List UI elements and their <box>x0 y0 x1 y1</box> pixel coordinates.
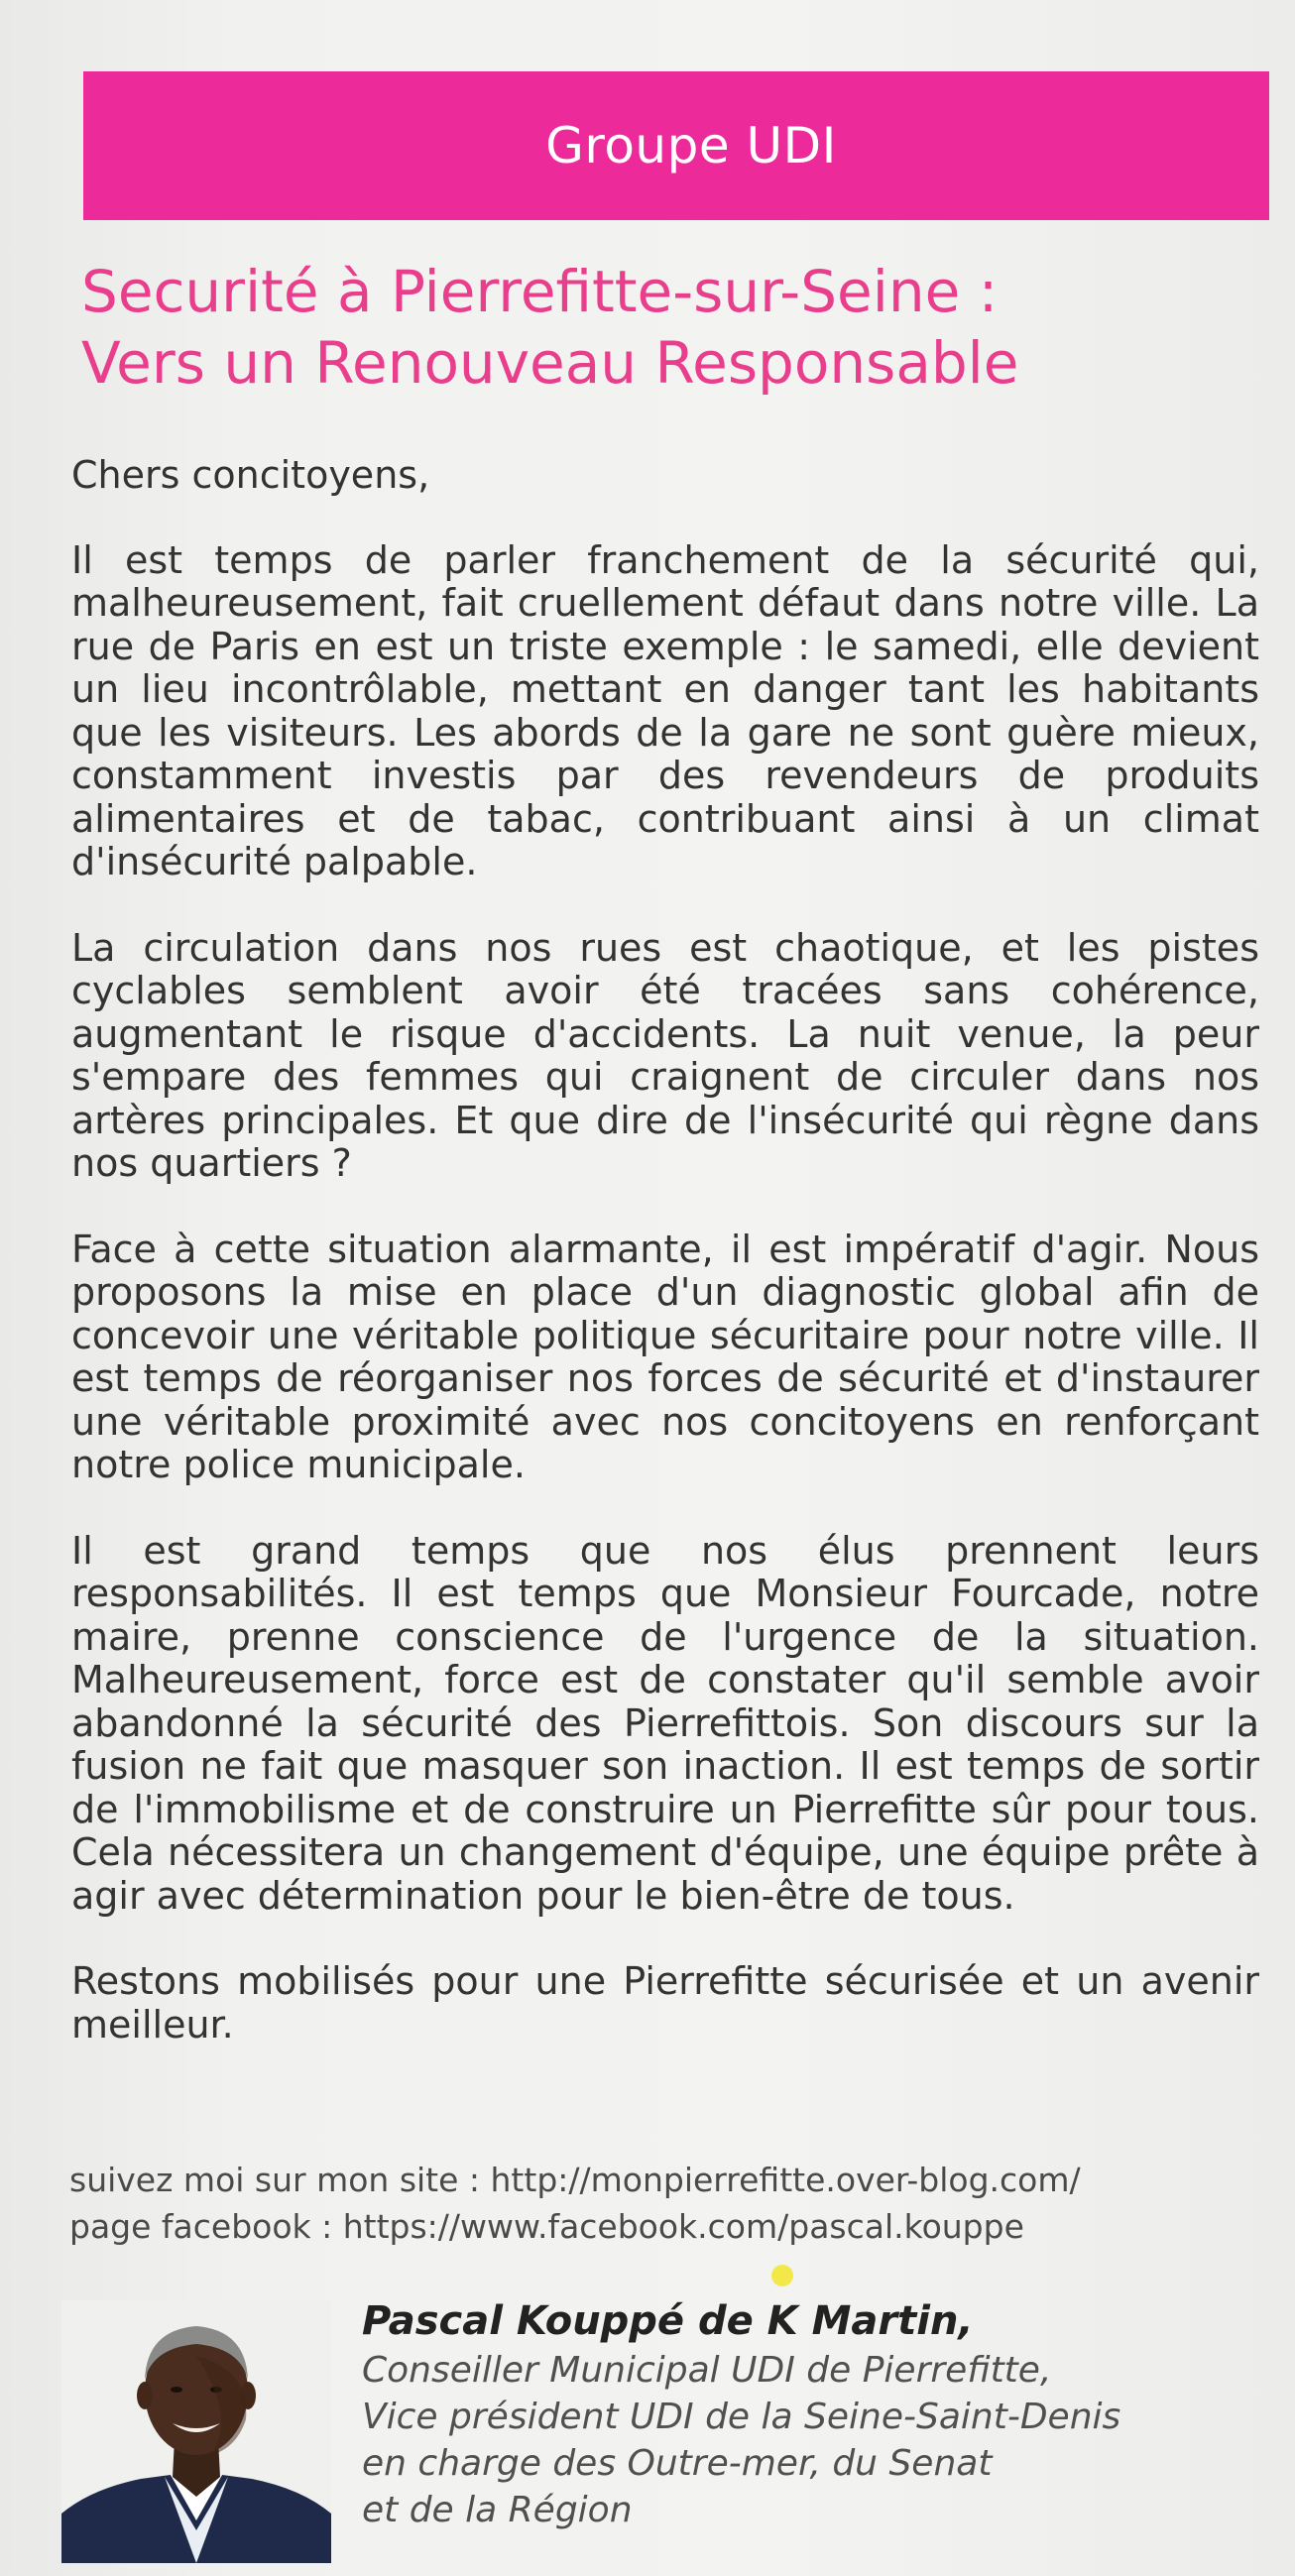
signature-role-line-1: Conseiller Municipal UDI de Pierrefitte, <box>362 2350 1052 2391</box>
article-body <box>71 454 1259 2089</box>
signature-name: Pascal Kouppé de K Martin, <box>362 2298 974 2344</box>
group-header-banner <box>83 71 1269 220</box>
article-title <box>81 256 1241 399</box>
contact-links <box>69 2157 1259 2250</box>
signature-block <box>362 2295 1264 2533</box>
signature-role-line-4: et de la Région <box>362 2490 633 2530</box>
paragraph-1: Il est temps de parler franchement de la sécurité qui, malheureusement, fait cruellement défaut dans notre ville. La rue de Paris en est un triste exemple : le samedi, elle devient un lieu incontrôlable, mettant en danger tant les habitants que les visiteurs. Les abords de la gare ne sont guère mieux, constamment investis par des revendeurs de produits alimentaires et de tabac, contribuant ainsi à un climat d'insécurité palpable. <box>71 537 1259 883</box>
salutation: Chers concitoyens, <box>71 453 430 497</box>
paragraph-2: La circulation dans nos rues est chaotique, et les pistes cyclables semblent avoir été tracées sans cohérence, augmentant le risque d'accidents. La nuit venue, la peur s'empare des femmes qui craignent de circuler dans nos artères principales. Et que dire de l'insécurité qui règne dans nos quartiers ? <box>71 925 1259 1185</box>
signature-role-line-3: en charge des Outre-mer, du Senat <box>362 2443 993 2484</box>
group-label: Groupe UDI <box>545 117 837 175</box>
signature-role-line-2: Vice président UDI de la Seine-Saint-Denis <box>362 2397 1121 2437</box>
paragraph-3: Face à cette situation alarmante, il est impératif d'agir. Nous proposons la mise en place d'un diagnostic global afin de concevoir une véritable politique sécuritaire pour notre ville. Il est temps de réorganiser nos forces de sécurité et d'instaurer une véritable proximité avec nos concitoyens en renforçant notre police municipale. <box>71 1227 1259 1486</box>
yellow-dot-mark <box>771 2265 793 2286</box>
website-link[interactable]: suivez moi sur mon site : http://monpierrefitte.over-blog.com/ <box>69 2161 1081 2199</box>
article-title-line-1: Securité à Pierrefitte-sur-Seine : <box>81 258 999 325</box>
article-title-line-2: Vers un Renouveau Responsable <box>81 329 1019 397</box>
paragraph-4: Il est grand temps que nos élus prennent leurs responsabilités. Il est temps que Monsieur Fourcade, notre maire, prenne conscience de l'urgence de la situation. Malheureusement, force est de constater qu'il semble avoir abandonné la sécurité des Pierrefittois. Son discours sur la fusion ne fait que masquer son inaction. Il est temps de sortir de l'immobilisme et de construire un Pierrefitte sûr pour tous. Cela nécessitera un changement d'équipe, une équipe prête à agir avec détermination pour le bien-être de tous. <box>71 1528 1259 1918</box>
paragraph-5: Restons mobilisés pour une Pierrefitte sécurisée et un avenir meilleur. <box>71 1959 1259 2047</box>
portrait-photo-icon <box>61 2300 331 2563</box>
portrait-photo <box>61 2300 331 2563</box>
facebook-link[interactable]: page facebook : https://www.facebook.com/pascal.kouppe <box>69 2207 1024 2246</box>
